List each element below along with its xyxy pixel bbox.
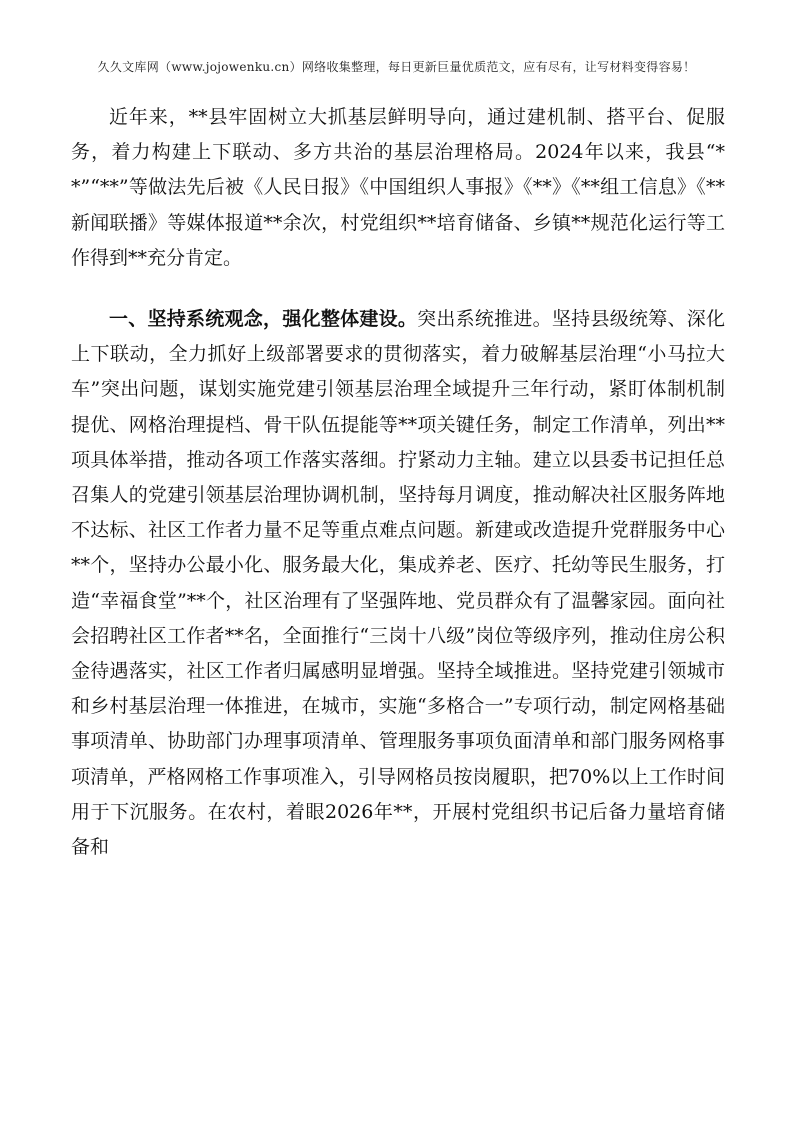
section-one-paragraph (71, 302, 725, 865)
section-one-text: 突出系统推进。坚持县级统筹、深化上下联动，全力抓好上级部署要求的贯彻落实，着力破解基层治理“小马拉大车”突出问题，谋划实施党建引领基层治理全域提升三年行动，紧盯体制机制提优、网格治理提档、骨干队伍提能等**项关键任务，制定工作清单，列出**项具体举措，推动各项工作落实落细。拧紧动力主轴。建立以县委书记担任总召集人的党建引领基层治理协调机制，坚持每月调度，推动解决社区服务阵地不达标、社区工作者力量不足等重点难点问题。新建或改造提升党群服务中心**个，坚持办公最小化、服务最大化，集成养老、医疗、托幼等民生服务，打造“幸福食堂”**个，社区治理有了坚强阵地、党员群众有了温馨家园。面向社会招聘社区工作者**名，全面推行“三岗十八级”岗位等级序列，推动住房公积金待遇落实，社区工作者归属感明显增强。坚持全域推进。坚持党建引领城市和乡村基层治理一体推进，在城市，实施“多格合一”专项行动，制定网格基础事项清单、协助部门办理事项清单、管理服务事项负面清单和部门服务网格事项清单，严格网格工作事项准入，引导网格员按岗履职，把70%以上工作时间用于下沉服务。在农村，着眼2026年**，开展村党组织书记后备力量培育储备和 (71, 308, 725, 859)
intro-paragraph-text: 近年来，**县牢固树立大抓基层鲜明导向，通过建机制、搭平台、促服务，着力构建上下联动、多方共治的基层治理格局。2024年以来，我县“**”“**”等做法先后被《人民日报》《中国组织人事报》《**》《**组工信息》《**新闻联播》等媒体报道**余次，村党组织**培育储备、乡镇**规范化运行等工作得到**充分肯定。 (71, 106, 725, 269)
document-body (71, 100, 725, 865)
intro-paragraph (71, 100, 725, 276)
page-header-watermark: 久久文库网（www.jojowenku.cn）网络收集整理，每日更新巨量优质范文，应有尽有，让写材料变得容易！ (97, 60, 696, 74)
section-one-heading: 一、坚持系统观念，强化整体建设。 (109, 308, 418, 331)
